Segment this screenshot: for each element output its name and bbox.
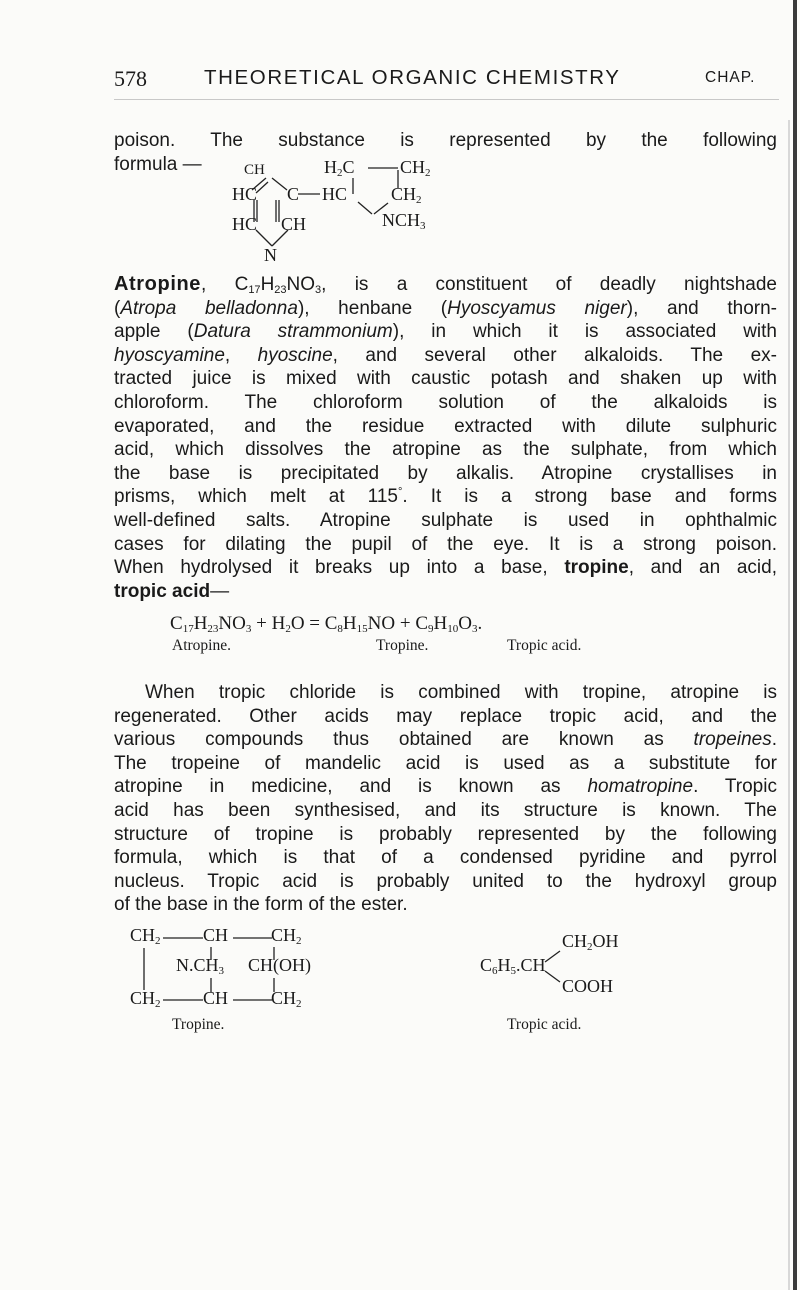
atom-label: $CH_2$ [271, 925, 302, 947]
text-line: nucleus. Tropic acid is probably united to the hydroxyl group [114, 870, 777, 892]
text-line: Atropine, $C_{17}H_{23}NO_3$, is a constituent of deadly nightshade [114, 273, 777, 296]
atom-label: $NCH_3$ [382, 210, 426, 232]
text-line: formula, which is that of a condensed pyridine and pyrrol [114, 847, 777, 869]
equation-label: Tropic acid. [507, 637, 582, 654]
atom-label: CH [244, 162, 265, 178]
atom-label: $CH_2$ [400, 157, 431, 179]
text-line: (Atropa belladonna), henbane (Hyoscyamus niger), and thorn- [114, 297, 777, 319]
text-line: acid, which dissolves the atropine as the sulphate, from which [114, 439, 777, 461]
text-line: tropic acid— [114, 580, 230, 602]
text-line: The tropeine of mandelic acid is used as a substitute for [114, 752, 777, 774]
atom-label: HC [232, 184, 258, 204]
text-line: the base is precipitated by alkalis. Atropine crystallises in [114, 462, 777, 484]
hydrolysis-equation: $C_{17}H_{23}NO_3 + H_2O = C_8H_{15}NO + C_9H_{10}O_3$. [170, 613, 483, 635]
atom-label: HC [232, 214, 258, 234]
equation-label: Tropine. [376, 637, 429, 654]
atom-label: $CH_2$ [391, 184, 422, 206]
atom-label: COOH [562, 976, 614, 996]
text-line: tracted juice is mixed with caustic potash and shaken up with [114, 368, 777, 390]
text-line: hyoscyamine, hyoscine, and several other alkaloids. The ex- [114, 344, 777, 366]
text-line: structure of tropine is probably represented by the following [114, 823, 777, 845]
atom-label: $C_6H_5.CH$ [480, 955, 546, 977]
atom-label: CH [203, 988, 229, 1008]
atom-label: CH [203, 925, 229, 945]
running-title: THEORETICAL ORGANIC CHEMISTRY [204, 66, 621, 89]
atom-label: C [287, 184, 300, 204]
atom-label: $CH_2OH$ [562, 931, 619, 953]
text-line: chloroform. The chloroform solution of the alkaloids is [114, 391, 777, 413]
chapter-label: CHAP. [705, 69, 756, 86]
atom-label: HC [322, 184, 348, 204]
headword: Atropine [114, 273, 202, 295]
text-line: various compounds thus obtained are known as tropeines. [114, 729, 777, 751]
atom-label: $N.CH_3$ [176, 955, 225, 977]
text-line: prisms, which melt at 115°. It is a strong base and forms [114, 486, 777, 508]
formula-label: Tropic acid. [507, 1016, 582, 1033]
text-line: When hydrolysed it breaks up into a base, tropine, and an acid, [114, 557, 777, 579]
equation-label: Atropine. [172, 637, 231, 654]
atom-label: $CH_2$ [130, 988, 161, 1010]
text-line: regenerated. Other acids may replace tropic acid, and the [114, 705, 777, 727]
atom-label: N [264, 245, 277, 265]
text-line: poison. The substance is represented by the following [114, 130, 777, 151]
text-line: of the base in the form of the ester. [114, 894, 408, 916]
formula-label: Tropine. [172, 1016, 225, 1033]
atom-label: CH(OH) [248, 955, 311, 975]
text-line: When tropic chloride is combined with tropine, atropine is [145, 682, 777, 703]
atom-label: $CH_2$ [271, 988, 302, 1010]
text-line: well-defined salts. Atropine sulphate is used in ophthalmic [114, 509, 777, 531]
text-line: formula — [114, 153, 202, 175]
text-line: atropine in medicine, and is known as homatropine. Tropic [114, 776, 777, 798]
atom-label: $CH_2$ [130, 925, 161, 947]
text-line: apple (Datura strammonium), in which it is associated with [114, 321, 777, 343]
text-line: evaporated, and the residue extracted with dilute sulphuric [114, 415, 777, 437]
text-line: acid has been synthesised, and its structure is known. The [114, 799, 777, 821]
text-line: cases for dilating the pupil of the eye. It is a strong poison. [114, 533, 777, 555]
atom-label: CH [281, 214, 307, 234]
page-number: 578 [114, 66, 147, 91]
atom-label: $H_2C$ [324, 157, 355, 179]
